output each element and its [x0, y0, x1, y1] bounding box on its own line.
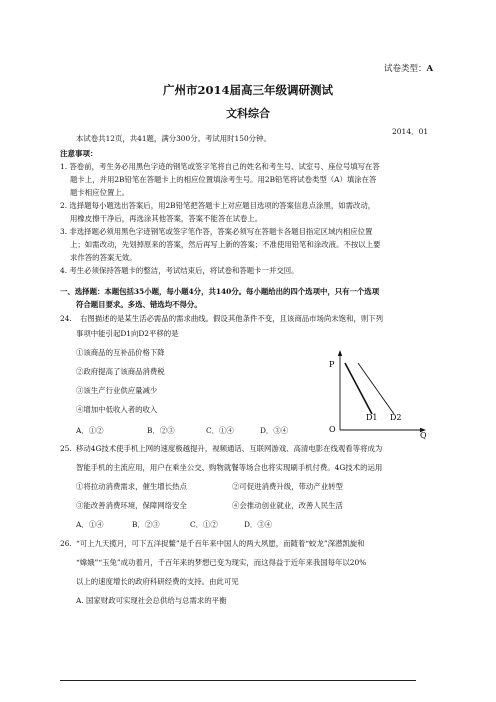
- q25-option: ④会推动创业就业，改善人民生活: [232, 501, 343, 510]
- exam-date: 2014．01: [392, 127, 429, 136]
- notice-heading: 注意事项：: [60, 149, 98, 158]
- demand-curve-graph: [324, 346, 434, 442]
- notice-line: 3. 非选择题必须用黑色字迹钢笔或签字笔作答，答案必须写在答题卡各题目指定区域内相应位置: [60, 227, 373, 236]
- q24-option: ④增加中低收入者的收入: [76, 405, 158, 414]
- exam-type: [384, 62, 433, 74]
- notice-line: 题卡上，并用2B铅笔在答题卡上的相应位置填涂考生号。用2B铅笔将试卷类型（A）填涂在答: [70, 175, 377, 184]
- q25-option: ①将拉动消费需求，催生增长热点: [76, 482, 187, 491]
- q25-answer-b: B．②③: [132, 520, 160, 529]
- q26-stem-cont: 以上的速度增长的政府科研经费的支持。由此可见: [76, 577, 239, 586]
- q26-stem-cont: “嫦娥”“玉兔”成功着月，千百年来的梦想已变为现实，而这得益于近年来我国每年以20%: [76, 558, 367, 567]
- q25-number: 25.: [60, 444, 72, 453]
- q24-number: 24.: [60, 314, 72, 323]
- d2-label: D2: [390, 413, 402, 422]
- footer-rule: [60, 680, 416, 681]
- q24-option: ③该生产行业供应量减少: [76, 386, 158, 395]
- y-axis-arrow: [338, 350, 342, 356]
- exam-subject: 文科综合: [226, 107, 270, 120]
- x-axis-label: Q: [420, 431, 427, 440]
- notice-line: 题卡相应位置上。: [70, 188, 130, 197]
- intro-text: 本试卷共12页，共41题，满分300分。考试用时150分钟。: [76, 134, 271, 143]
- notice-line: 4. 考生必须保持答题卡的整洁，考试结束后，将试卷和答题卡一并交回。: [60, 266, 299, 275]
- q24-answer-c: C．①④: [206, 426, 234, 435]
- demand-curve-d2: [358, 363, 394, 414]
- exam-title: 广州市2014届高三年级调研测试: [162, 83, 333, 97]
- notice-line: 1. 答卷前，考生务必用黑色字迹的钢笔或签字笔将自己的姓名和考生号、试室号、座位号填写在答: [60, 162, 380, 171]
- q25-answer-c: C．①②: [190, 520, 218, 529]
- q24-stem: 右图描述的是某生活必需品的需求曲线。假设其他条件不变，且该商品市场尚未饱和，则下列: [80, 314, 384, 323]
- q24-answer-b: B．②③: [147, 426, 175, 435]
- q24-option: ①该商品的互补品价格下降: [76, 348, 165, 357]
- q25-stem-cont: 智能手机的主流应用，用户在乘坐公交、购物就餐等场合也将实现刷手机付费。4G技术的运用: [76, 463, 383, 472]
- q25-option: ③能改善消费环境，保障网络安全: [76, 501, 187, 510]
- demand-curve-d1: [345, 363, 372, 414]
- notice-line: 上；如需改动，先划掉原来的答案，然后再写上新的答案；不准使用铅笔和涂改液。不按以上要: [70, 240, 381, 249]
- notice-line: 用橡皮擦干净后，再选涂其他答案，答案不能答在试卷上。: [70, 214, 263, 223]
- q26-option-a: A. 国家财政可实现社会总供给与总需求的平衡: [76, 596, 227, 605]
- notice-line: 求作答的答案无效。: [70, 253, 137, 262]
- q24-answer-a: A．①②: [76, 426, 104, 435]
- exam-type-value: A: [426, 64, 434, 74]
- section-heading: 一、选择题：本题包括35小题，每小题4分，共140分。每小题给出的四个选项中，只有一个选项: [60, 287, 380, 296]
- q24-stem-cont: 事项中能引起D1向D2平移的是: [76, 329, 179, 338]
- q25-answer-a: A．①④: [76, 520, 104, 529]
- q25-stem: 移动4G技术使手机上网的速度极越提升，视频通话、互联网游戏、高清电影在线观看等将成为: [76, 444, 383, 453]
- exam-type-label: 试卷类型：: [384, 64, 427, 74]
- q24-answer-d: D．③④: [260, 426, 289, 435]
- y-axis-label: P: [329, 360, 335, 369]
- origin-label: O: [329, 425, 336, 434]
- d1-label: D1: [366, 413, 378, 422]
- q24-option: ②政府提高了该商品消费税: [76, 367, 165, 376]
- q25-answer-d: D．③④: [244, 520, 273, 529]
- q26-stem: “可上九天揽月，可下五洋捉鳖”是千百年来中国人的两大夙愿，而随着“蛟龙”深潜凯旋和: [76, 539, 365, 548]
- notice-line: 2. 选择题每小题选出答案后，用2B铅笔把答题卡上对应题目选项的答案信息点涂黑，如需改动，: [60, 201, 376, 210]
- q26-number: 26.: [60, 539, 72, 548]
- q25-option: ②可促进消费升级，带动产业转型: [232, 482, 343, 491]
- section-heading-cont: 符合题目要求。多选、错选均不得分。: [76, 300, 202, 309]
